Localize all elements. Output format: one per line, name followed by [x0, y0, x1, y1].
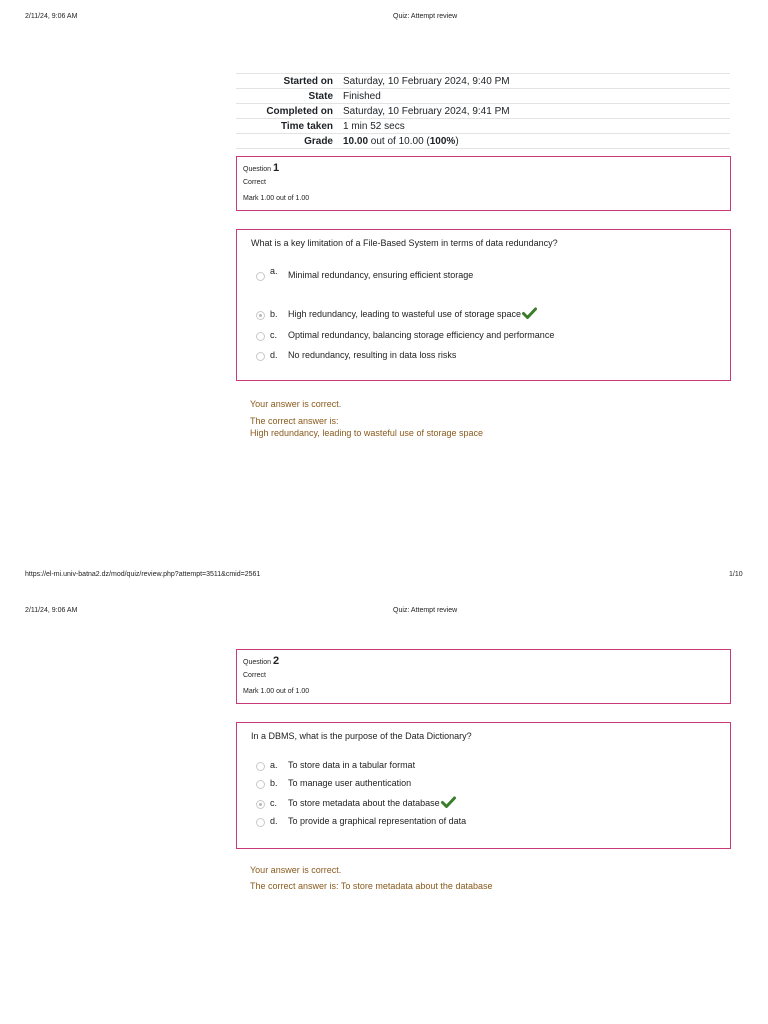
feedback-answer-correct: Your answer is correct. [250, 399, 342, 409]
correct-answer-text: High redundancy, leading to wasteful use of storage space [250, 428, 483, 438]
question-2-info [236, 649, 731, 704]
print-header-title: Quiz: Attempt review [393, 607, 458, 614]
summary-label: Completed on [236, 104, 343, 119]
option-text: To store data in a tabular format [288, 760, 416, 770]
option-text: Minimal redundancy, ensuring efficient storage [288, 270, 474, 280]
grade-middle: out of 10.00 ( [368, 135, 430, 147]
question-state: Correct [243, 672, 266, 679]
option-text: Optimal redundancy, balancing storage efficiency and performance [288, 330, 555, 340]
radio-button[interactable] [256, 780, 265, 789]
summary-label: Started on [236, 74, 343, 89]
correct-check-icon [522, 307, 537, 319]
question-number [243, 655, 279, 667]
summary-row-started [236, 74, 730, 89]
summary-value: Saturday, 10 February 2024, 9:41 PM [343, 104, 730, 119]
correct-answer-label: The correct answer is: [250, 416, 339, 426]
summary-value [343, 134, 730, 149]
question-1-info [236, 156, 731, 211]
radio-button[interactable] [256, 818, 265, 827]
summary-value: 1 min 52 secs [343, 119, 730, 134]
print-header-date: 2/11/24, 9:06 AM [25, 13, 78, 20]
feedback-answer-correct: Your answer is correct. [250, 865, 342, 875]
question-text: What is a key limitation of a File-Based System in terms of data redundancy? [251, 238, 558, 248]
question-mark: Mark 1.00 out of 1.00 [243, 195, 310, 202]
question-number [243, 162, 279, 174]
question-prefix: Question [243, 166, 272, 173]
option-letter: a. [270, 266, 278, 276]
print-footer-url: https://el-mi.univ-batna2.dz/mod/quiz/review.php?attempt=3511&cmid=2561 [25, 571, 261, 578]
option-text: To provide a graphical representation of data [288, 816, 467, 826]
option-letter: d. [270, 816, 278, 826]
summary-row-state [236, 89, 730, 104]
grade-score: 10.00 [343, 135, 369, 147]
print-footer-page-number: 1/10 [729, 571, 743, 578]
summary-label: Time taken [236, 119, 343, 134]
correct-check-icon [441, 796, 456, 808]
option-letter: d. [270, 350, 278, 360]
question-mark: Mark 1.00 out of 1.00 [243, 688, 310, 695]
question-number-value: 2 [272, 655, 280, 667]
option-text: No redundancy, resulting in data loss risks [288, 350, 457, 360]
summary-value: Saturday, 10 February 2024, 9:40 PM [343, 74, 730, 89]
print-header-date: 2/11/24, 9:06 AM [25, 607, 78, 614]
option-text: To store metadata about the database [288, 798, 440, 808]
grade-end: ) [455, 135, 459, 147]
summary-row-time-taken [236, 119, 730, 134]
question-2-content [236, 722, 731, 849]
question-text: In a DBMS, what is the purpose of the Data Dictionary? [251, 731, 472, 741]
option-text: To manage user authentication [288, 778, 412, 788]
option-letter: c. [270, 798, 278, 808]
question-prefix: Question [243, 659, 272, 666]
summary-row-grade [236, 134, 730, 149]
question-1-content [236, 229, 731, 381]
option-letter: a. [270, 760, 278, 770]
option-text: High redundancy, leading to wasteful use of storage space [288, 309, 521, 319]
attempt-summary-table [236, 73, 730, 149]
radio-button-selected[interactable] [256, 311, 265, 320]
option-letter: b. [270, 778, 278, 788]
summary-row-completed [236, 104, 730, 119]
summary-value: Finished [343, 89, 730, 104]
radio-button-selected[interactable] [256, 800, 265, 809]
option-letter: b. [270, 309, 278, 319]
question-state: Correct [243, 179, 266, 186]
summary-label: Grade [236, 134, 343, 149]
question-number-value: 1 [272, 162, 280, 174]
print-header-title: Quiz: Attempt review [393, 13, 458, 20]
radio-button[interactable] [256, 272, 265, 281]
radio-button[interactable] [256, 762, 265, 771]
option-letter: c. [270, 330, 278, 340]
radio-button[interactable] [256, 352, 265, 361]
summary-label: State [236, 89, 343, 104]
correct-answer-text: The correct answer is: To store metadata about the database [250, 881, 493, 891]
radio-button[interactable] [256, 332, 265, 341]
grade-percent: 100% [429, 135, 456, 147]
